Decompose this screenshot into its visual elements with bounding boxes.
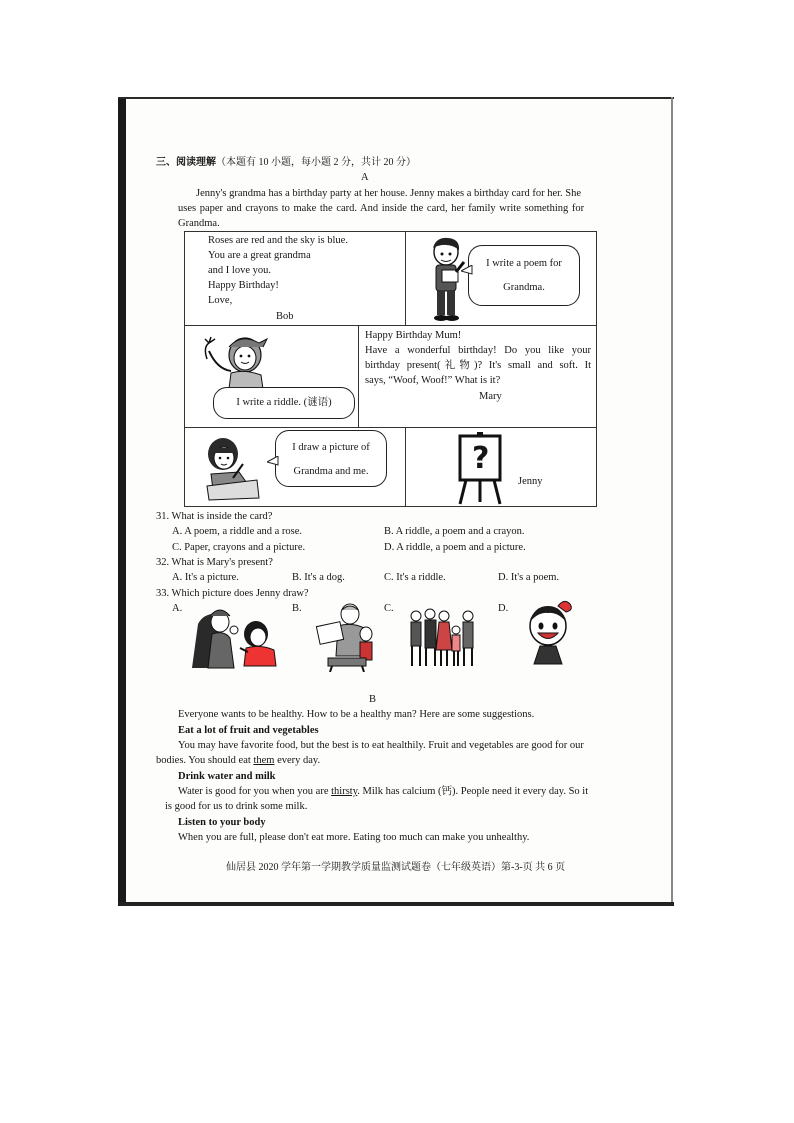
mary-line: birthday present(礼物)? It's small and soft. It — [365, 360, 591, 371]
mary-line: says, “Woof, Woof!” What is it? — [365, 375, 501, 386]
card-cell-jenny-drawing — [184, 427, 406, 507]
passage-a-intro-line2: uses paper and crayons to make the card. And inside the card, her family write something for — [178, 203, 585, 214]
passage-b-p1-line2 — [156, 753, 320, 768]
card-cell-bob-picture — [405, 231, 597, 326]
card-cell-mary-message — [358, 325, 597, 428]
bob-poem-line: Happy Birthday! — [208, 280, 279, 291]
bob-poem-line: Roses are red and the sky is blue. — [208, 235, 348, 246]
card-cell-easel — [405, 427, 597, 507]
bubble-text: Grandma and me. — [293, 466, 369, 477]
question-31-stem: 31. What is inside the card? — [156, 511, 273, 522]
question-31-option[interactable]: C. Paper, crayons and a picture. — [172, 542, 306, 553]
question-31-option[interactable]: A. A poem, a riddle and a rose. — [172, 526, 303, 537]
bubble-tail-icon — [267, 456, 279, 466]
passage-a-intro-line1: Jenny's grandma has a birthday party at her house. Jenny makes a birthday card for her. She — [196, 188, 582, 199]
bob-poem-line: and I love you. — [208, 265, 271, 276]
underlined-word: thirsty — [331, 786, 358, 797]
waving-girl-icon — [201, 329, 311, 391]
passage-b-heading-2: Drink water and milk — [178, 771, 276, 782]
mary-line: Have a wonderful birthday! Do you like your — [365, 345, 591, 356]
passage-b-p3-line1: When you are full, please don't eat more. Eating too much can make you unhealthy. — [178, 832, 530, 843]
text-run: Water is good for you when you are — [178, 786, 332, 797]
drawing-girl-icon — [203, 434, 263, 502]
underlined-word: them — [253, 755, 275, 766]
text-run: bodies. You should eat — [156, 755, 254, 766]
question-33-stem: 33. Which picture does Jenny draw? — [156, 588, 309, 599]
passage-b-p2-line2: is good for us to drink some milk. — [165, 801, 308, 812]
question-32-option[interactable]: B. It's a dog. — [292, 572, 345, 583]
question-32-stem: 32. What is Mary's present? — [156, 557, 273, 568]
easel-question-mark: ? — [472, 441, 490, 476]
bubble-text: I draw a picture of — [292, 442, 370, 453]
mary-signature: Mary — [479, 391, 502, 402]
bubble-text: I write a poem for — [486, 258, 562, 269]
card-cell-girl-riddle — [184, 325, 359, 428]
passage-b-label: B — [369, 694, 377, 705]
question-33-option-label[interactable]: B. — [292, 603, 302, 614]
bubble-text: Grandma. — [503, 282, 545, 293]
section-heading: 三、阅读理解（本题有 10 小题，每小题 2 分，共计 20 分） — [156, 157, 416, 168]
bob-poem-line: Love, — [208, 295, 233, 306]
passage-b-heading-1: Eat a lot of fruit and vegetables — [178, 725, 319, 736]
question-32-option[interactable]: C. It's a riddle. — [384, 572, 446, 583]
question-33-option-label[interactable]: A. — [172, 603, 183, 614]
passage-b-intro: Everyone wants to be healthy. How to be a healthy man? Here are some suggestions. — [178, 709, 535, 720]
text-run: every day. — [274, 755, 321, 766]
scan-edge-bottom — [118, 902, 674, 906]
bob-signature: Bob — [276, 311, 294, 322]
option-c-family-icon[interactable] — [406, 606, 476, 668]
scan-edge-left — [118, 97, 126, 905]
bubble-tail-icon — [461, 265, 473, 275]
jenny-signature: Jenny — [518, 476, 543, 487]
option-a-grandma-and-girl-icon[interactable] — [190, 604, 280, 670]
question-31-option[interactable]: D. A riddle, a poem and a picture. — [384, 542, 526, 553]
option-b-grandpa-reading-icon[interactable] — [312, 602, 374, 672]
mary-line: Happy Birthday Mum! — [365, 330, 462, 341]
option-d-smiling-girl-icon[interactable] — [524, 600, 576, 670]
jenny-speech-bubble — [275, 430, 387, 487]
question-32-option[interactable]: A. It's a picture. — [172, 572, 239, 583]
text-run: . Milk has calcium (钙). People need it every day. So it — [357, 786, 589, 797]
card-cell-bob-poem — [184, 231, 406, 326]
passage-a-intro-line3: Grandma. — [178, 218, 220, 229]
question-31-option[interactable]: B. A riddle, a poem and a crayon. — [384, 526, 525, 537]
passage-a-label: A — [361, 172, 369, 183]
scan-edge-right — [671, 97, 673, 905]
passage-b-p1-line1: You may have favorite food, but the best is to eat healthily. Fruit and vegetables are good for our — [178, 740, 584, 751]
question-32-option[interactable]: D. It's a poem. — [498, 572, 560, 583]
bob-speech-bubble — [468, 245, 580, 306]
scan-edge-top — [118, 97, 674, 99]
passage-b-p2-line1 — [178, 784, 588, 799]
question-33-option-label[interactable]: C. — [384, 603, 394, 614]
question-33-option-label[interactable]: D. — [498, 603, 509, 614]
passage-b-heading-3: Listen to your body — [178, 817, 266, 828]
bob-poem-line: You are a great grandma — [208, 250, 311, 261]
page-footer: 仙居县 2020 学年第一学期教学质量监测试题卷（七年级英语）第-3-页 共 6 页 — [226, 862, 566, 873]
girl-speech-bubble: I write a riddle. (谜语) — [213, 387, 355, 419]
